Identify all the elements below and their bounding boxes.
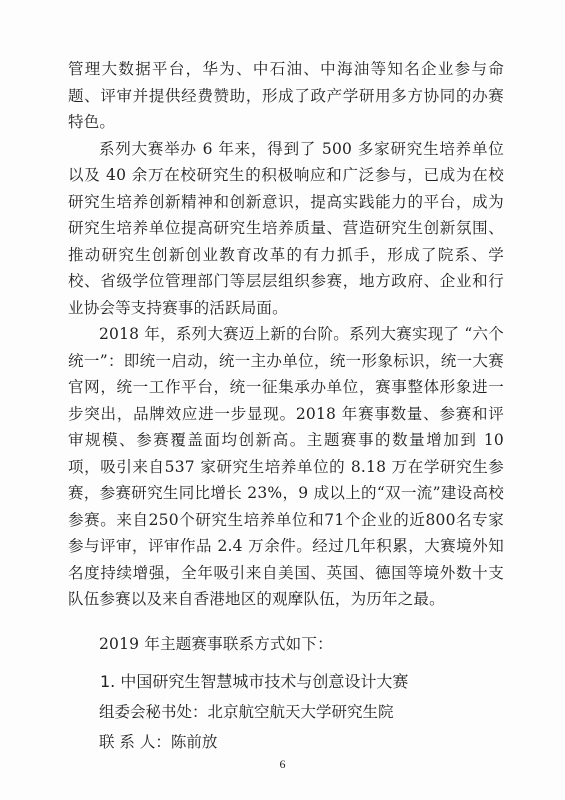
paragraph-series-overview: 系列大赛举办 6 年来，得到了 500 多家研究生培养单位以及 40 余万在校研究生的积极响应和广泛参与，已成为在校研究生培养创新精神和创新意识，提高实践能力的平台，成为研究生培养单位提高研究生培养质量、营造研究生创新氛围、推动研究生创新创业教育改革的有力抓手，形成了院系、学校、省级学位管理部门等层层组织参赛，地方政府、企业和行业协会等支持赛事的活跃局面。 <box>68 139 504 317</box>
paragraph-2018-summary: 2018 年，系列大赛迈上新的台阶。系列大赛实现了 “六个统一”：即统一启动，统一主办单位，统一形象标识，统一大赛官网，统一工作平台，统一征集承办单位，赛事整体形象进一步突出，品牌效应进一步显现。2018 年赛事数量、参赛和评审规模、参赛覆盖面均创新高。主题赛事的数量增加到 10 项，吸引来自537 家研究生培养单位的 8.18 万在学研究生参赛，参赛研究生同比增长 23%，9 成以上的“双一流”建设高校参赛。来自250个研究生培养单位和71个企业的近800名专家参与评审，评审作品 2.4 万余件。经过几年积累，大赛境外知名度持续增强，全年吸引来自美国、英国、德国等境外数十支队伍参赛以及来自香港地区的观摩队伍，为历年之最。 <box>68 325 504 608</box>
page-number: 6 <box>279 757 286 771</box>
paragraph-continued: 管理大数据平台，华为、中石油、中海油等知名企业参与命题、评审并提供经费赞助，形成了政产学研用多方协同的办赛特色。 <box>68 60 504 131</box>
paragraph-contact-intro: 2019 年主题赛事联系方式如下： <box>99 634 333 653</box>
contact-secretariat: 组委会秘书处：北京航空航天大学研究生院 <box>99 703 394 721</box>
contact-item-title: 1. 中国研究生智慧城市技术与创意设计大赛 <box>100 672 409 691</box>
document-body <box>68 56 504 757</box>
contact-person: 联 系 人：陈前放 <box>99 733 218 751</box>
